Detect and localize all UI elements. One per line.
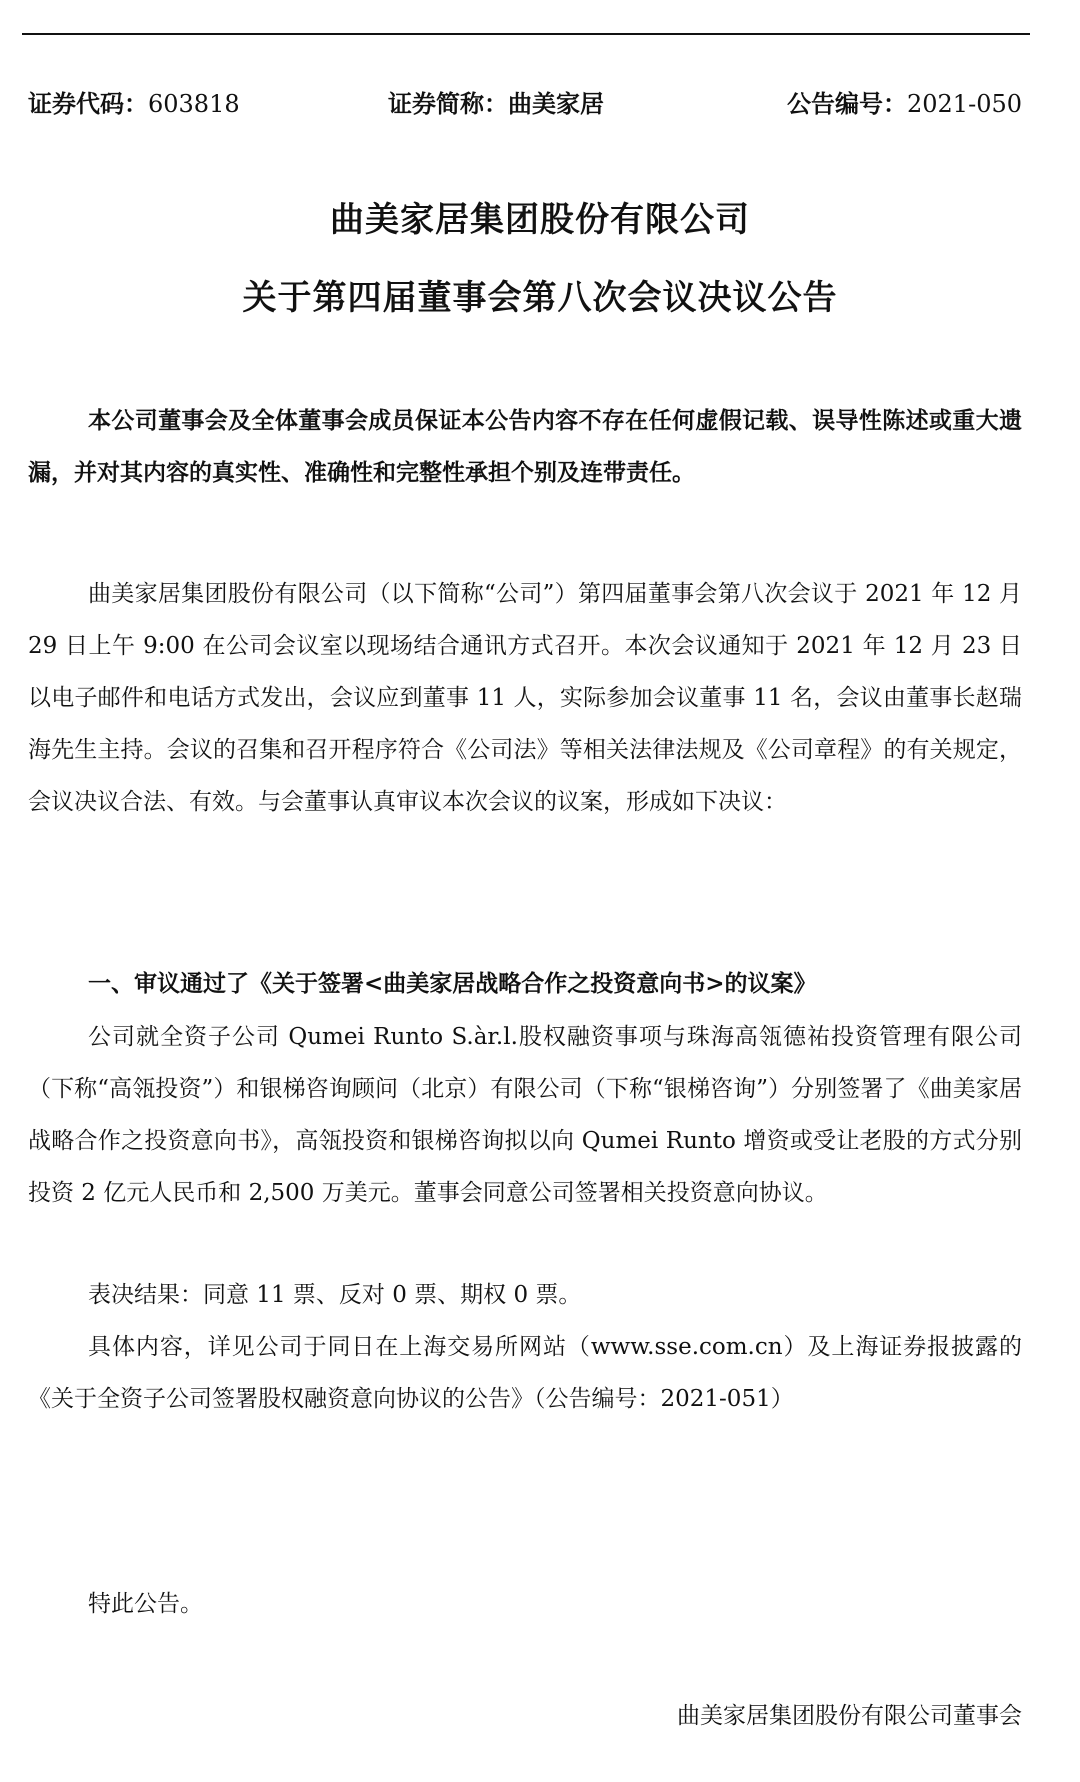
announcement-title: 关于第四届董事会第八次会议决议公告 [242,278,838,318]
closing-statement: 特此公告。 [88,1591,203,1617]
signature-board: 曲美家居集团股份有限公司董事会 [677,1703,1022,1729]
resolution-1-body: 公司就全资子公司 Qumei Runto S.àr.l.股权融资事项与珠海高瓴德祐投资管理有限公司（下称“高瓴投资”）和银梯咨询顾问（北京）有限公司（下称“银梯咨询”）分别签署了《曲美家居战略合作之投资意向书》，高瓴投资和银梯咨询拟以向 Qumei Runto 增资或受让老股的方式分别投资 2 亿元人民币和 2,500 万美元。董事会同意公司签署相关投资意向协议。 [28,1024,1022,1206]
stock-abbreviation-label: 证券简称： [388,89,508,118]
stock-abbreviation [388,86,604,122]
meeting-intro-paragraph: 曲美家居集团股份有限公司（以下简称“公司”）第四届董事会第八次会议于 2021 年 12 月 29 日上午 9:00 在公司会议室以现场结合通讯方式召开。本次会议通知于 2021 年 12 月 23 日以电子邮件和电话方式发出，会议应到董事 11 人，实际参加会议董事 11 名，会议由董事长赵瑞海先生主持。会议的召集和召开程序符合《公司法》等相关法律法规及《公司章程》的有关规定，会议决议合法、有效。与会董事认真审议本次会议的议案，形成如下决议： [28,581,1022,815]
resolution-1-title: 一、审议通过了《关于签署<曲美家居战略合作之投资意向书>的议案》 [88,970,817,997]
notice-number [787,86,1022,122]
stock-code-label: 证券代码： [28,89,148,118]
stock-abbreviation-value: 曲美家居 [508,89,604,118]
company-title: 曲美家居集团股份有限公司 [330,200,750,240]
responsibility-declaration: 本公司董事会及全体董事会成员保证本公告内容不存在任何虚假记载、误导性陈述或重大遗漏，并对其内容的真实性、准确性和完整性承担个别及连带责任。 [28,407,1022,486]
notice-number-value: 2021-050 [907,90,1022,118]
stock-code-value: 603818 [148,90,240,118]
notice-number-label: 公告编号： [787,89,907,118]
resolution-1-vote-result: 表决结果：同意 11 票、反对 0 票、期权 0 票。 [88,1282,582,1308]
stock-code [28,86,240,122]
top-rule [22,33,1030,35]
resolution-1-detail: 具体内容，详见公司于同日在上海交易所网站（www.sse.com.cn）及上海证券报披露的《关于全资子公司签署股权融资意向协议的公告》（公告编号：2021-051） [28,1334,1022,1412]
document-header [28,86,1022,122]
